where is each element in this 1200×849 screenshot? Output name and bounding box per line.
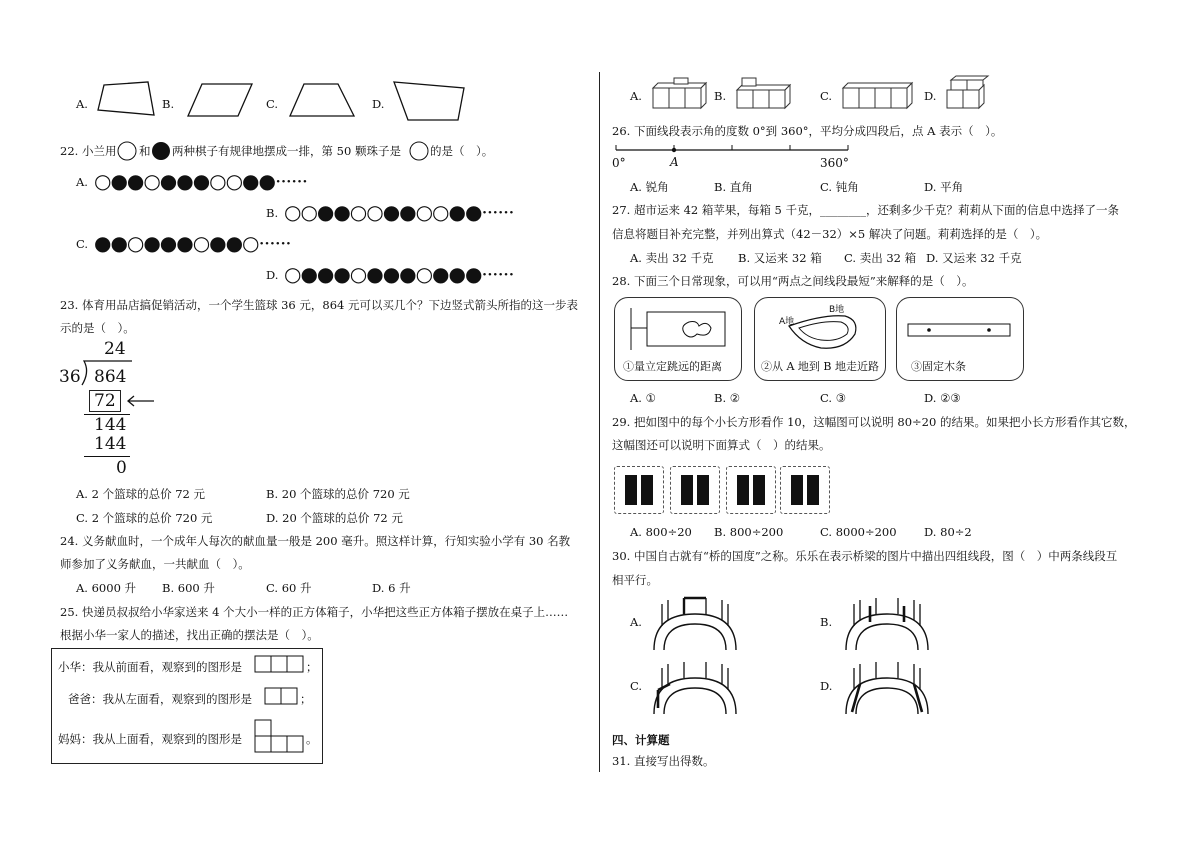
q22-option-b-label: B. [266,206,279,220]
q24-option-a: A. 6000 升 [76,581,137,595]
q25-option-d-label: D. [924,89,937,103]
q21-shape-a [96,80,156,120]
q22-option-b-beads: ○○●●○○●●○○●●······ [284,200,514,224]
lake-path-figure [783,308,863,354]
division-step-3: 144 [94,434,127,454]
q22-option-d-beads: ○●●●○●●●○●●●······ [284,262,514,286]
rect-group-3 [726,466,776,514]
q26-option-c: C. 钝角 [820,180,859,194]
q26-option-a: A. 锐角 [630,180,669,194]
q26-end-label: 360° [820,156,849,170]
q28-card-1-label: ①量立定跳远的距离 [623,360,722,373]
q30-option-a-label: A. [630,615,642,629]
q22-option-a-beads: ○●●○●●●○○●●······ [94,169,308,193]
q26-point-a-label: A [670,155,679,169]
black-bead-icon [151,141,171,161]
q30-option-c-label: C. [630,679,643,693]
q30-line-2: 相平行。 [612,573,658,587]
q22-stem-2: 和 [139,144,151,158]
place-b-label: B地 [829,305,845,315]
q22-stem-1: 22. 小兰用 [60,144,117,158]
front-view-figure [254,655,304,675]
white-bead-icon [117,141,137,161]
q24-line-2: 师参加了义务献血，一共献血（ ）。 [60,557,250,571]
q28-card-1 [614,297,742,381]
q23-option-c: C. 2 个篮球的总价 720 元 [76,511,213,525]
left-view-figure [264,687,300,707]
q25-mama-text: 妈妈：我从上面看，观察到的图形是 [58,732,242,746]
q22-stem-4: 的是（ ）。 [430,144,494,158]
q21-option-d-label: D. [372,97,385,111]
q21-shape-b [186,82,256,118]
q29-option-b: B. 800÷200 [714,525,784,539]
q28-option-d: D. ②③ [924,391,961,405]
section-4-title: 四、计算题 [612,733,670,747]
q26-zero-label: 0° [612,156,626,170]
q27-option-c: C. 卖出 32 箱 [844,251,917,265]
q21-option-a-label: A. [76,97,88,111]
q21-shape-d [392,80,468,122]
q31-stem: 31. 直接写出得数。 [612,754,715,768]
left-arrow-icon [126,395,156,407]
bridge-figure-c [650,660,740,716]
q23-option-a: A. 2 个篮球的总价 72 元 [76,487,206,501]
q28-stem: 28. 下面三个日常现象，可以用“两点之间线段最短”来解释的是（ ）。 [612,274,974,288]
place-a-label: A地 [779,317,795,327]
q21-option-b-label: B. [162,97,175,111]
rect-group-2 [670,466,720,514]
q25-line-2: 根据小华一家人的描述，找出正确的摆法是（ ）。 [60,628,319,642]
q25-end-2: ； [300,692,312,706]
q23-line-2: 示的是（ ）。 [60,321,135,335]
q27-line-2: 信息将题目补充完整，并列出算式（42－32）×5 解决了问题。莉莉选择的是（ ）。 [612,227,1048,241]
q29-line-1: 29. 把如图中的每个小长方形看作 10，这幅图可以说明 80÷20 的结果。如果把小长方形看作其它数， [612,415,1136,429]
q25-option-c-label: C. [820,89,833,103]
q27-option-d: D. 又运来 32 千克 [926,251,1022,265]
q30-option-d-label: D. [820,679,833,693]
q28-option-b: B. ② [714,391,741,405]
q24-option-d: D. 6 升 [372,581,411,595]
q23-option-b: B. 20 个篮球的总价 720 元 [266,487,410,501]
q25-end-3: 。 [306,732,318,746]
q25-option-a-label: A. [630,89,642,103]
division-step-2: 144 [94,415,127,435]
q23-line-1: 23. 体育用品店搞促销活动，一个学生篮球 36 元，864 元可以买几个？下边竖式箭头所指的这一步表 [60,298,578,312]
q22-option-d-label: D. [266,268,279,282]
white-bead-icon [409,141,429,161]
q29-option-a: A. 800÷20 [630,525,692,539]
q24-line-1: 24. 义务献血时，一个成年人每次的献血量一般是 200 毫升。照这样计算，行知实验小学有 30 名教 [60,534,571,548]
rect-group-1 [614,466,664,514]
division-divisor: 36 [59,367,81,387]
top-view-figure [254,719,306,755]
q25-cubes-c [842,80,918,110]
q28-option-c: C. ③ [820,391,847,405]
q28-card-3 [896,297,1024,381]
q29-option-d: D. 80÷2 [924,525,972,539]
q22-option-a-label: A. [76,175,88,189]
q22-stem-3: 两种棋子有规律地摆成一排，第 50 颗珠子是 [172,144,401,158]
q30-option-b-label: B. [820,615,833,629]
q29-line-2: 这幅图还可以说明下面算式（ ）的结果。 [612,438,831,452]
division-remainder: 0 [116,458,127,478]
q27-line-1: 27. 超市运来 42 箱苹果，每箱 5 千克，________，还剩多少千克？莉莉从下面的信息中选择了一条 [612,203,1120,217]
rect-group-4 [780,466,830,514]
q27-option-b: B. 又运来 32 箱 [738,251,822,265]
q27-option-a: A. 卖出 32 千克 [630,251,714,265]
q26-stem: 26. 下面线段表示角的度数 0°到 360°，平均分成四段后，点 A 表示（ ）。 [612,124,1003,138]
q24-option-c: C. 60 升 [266,581,312,595]
division-quotient: 24 [104,339,126,359]
bridge-figure-b [842,596,932,652]
q22-option-c-beads: ●●○●●●○●●○······ [94,231,291,255]
q28-card-3-label: ③固定木条 [911,360,966,373]
q29-option-c: C. 8000÷200 [820,525,897,539]
q25-description-box [51,648,323,764]
q25-baba-text: 爸爸：我从左面看，观察到的图形是 [68,692,252,706]
q28-card-2-label: ②从 A 地到 B 地走近路 [761,360,880,373]
q25-option-b-label: B. [714,89,727,103]
wood-strip-figure [907,322,1013,338]
long-jump-figure [625,306,731,352]
q30-line-1: 30. 中国自古就有“桥的国度”之称。乐乐在表示桥梁的图片中描出四组线段，图（ ）中两条线段互 [612,549,1118,563]
bridge-figure-a [650,596,740,652]
q28-card-2 [754,297,886,381]
q26-option-b: B. 直角 [714,180,753,194]
q25-line-1: 25. 快递员叔叔给小华家送来 4 个大小一样的正方体箱子，小华把这些正方体箱子摆放在桌子上…… [60,605,569,619]
q25-end-1: ； [306,660,318,674]
q21-shape-c [288,82,358,118]
q25-cubes-d [946,76,992,110]
q24-option-b: B. 600 升 [162,581,215,595]
q28-option-a: A. ① [630,391,656,405]
q21-option-c-label: C. [266,97,279,111]
q25-cubes-b [736,78,794,110]
q25-cubes-a [652,78,710,110]
division-step-1: 72 [94,391,116,411]
bridge-figure-d [842,660,932,716]
q23-option-d: D. 20 个篮球的总价 72 元 [266,511,403,525]
q22-option-c-label: C. [76,237,89,251]
q26-option-d: D. 平角 [924,180,964,194]
division-dividend: 864 [94,367,127,387]
column-divider [599,72,600,772]
q25-xiaohua-text: 小华：我从前面看，观察到的图形是 [58,660,242,674]
